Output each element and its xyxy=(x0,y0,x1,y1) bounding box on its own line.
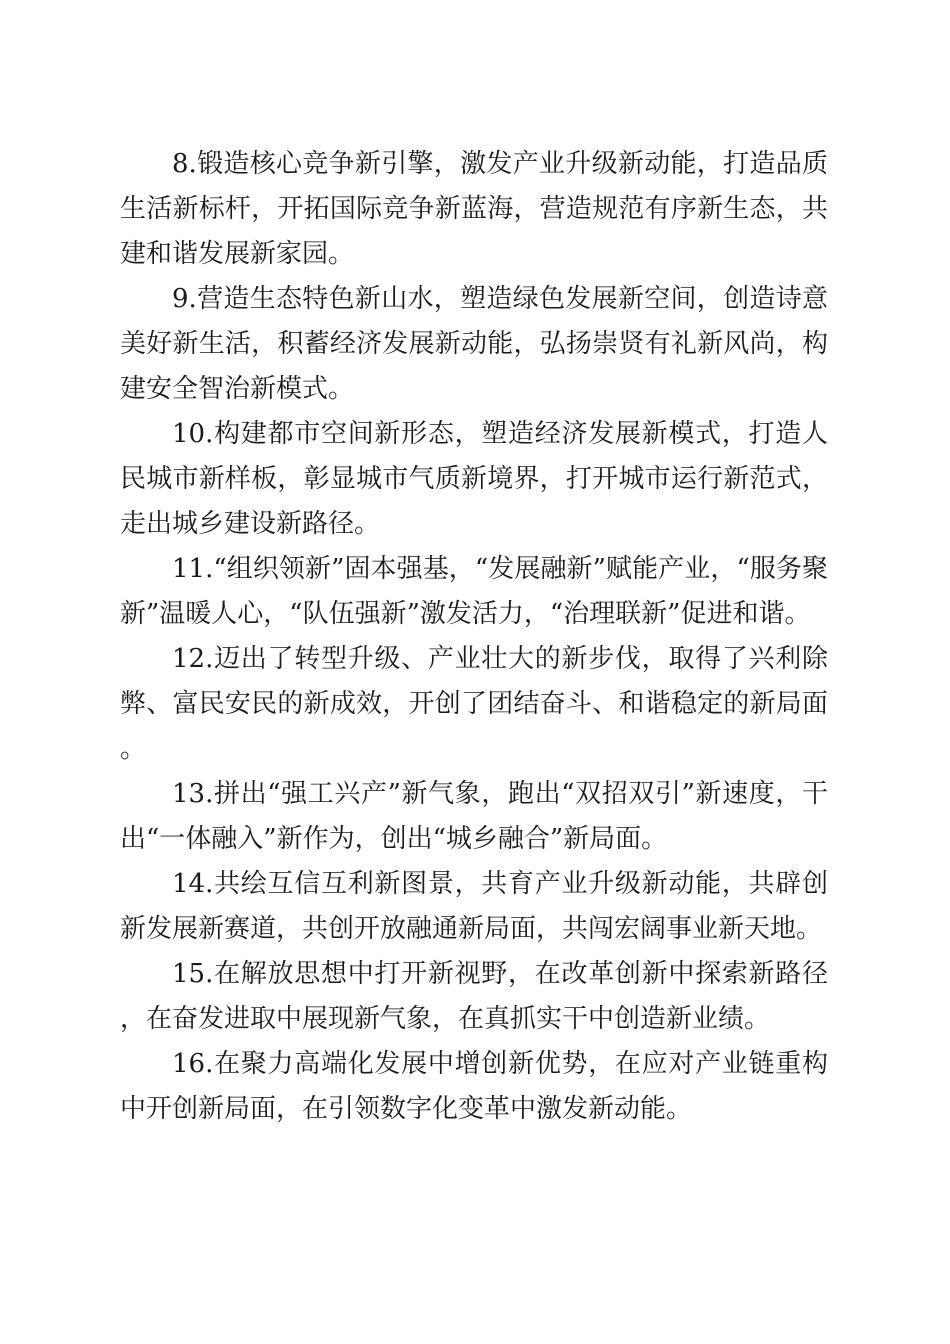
list-item: 14.共绘互信互利新图景，共育产业升级新动能，共辟创新发展新赛道，共创开放融通新局面，共闯宏阔事业新天地。 xyxy=(120,869,828,944)
list-item: 11.“组织领新”固本强基，“发展融新”赋能产业，“服务聚新”温暖人心，“队伍强新”激发活力，“治理联新”促进和谐。 xyxy=(120,554,828,629)
list-item: 8.锻造核心竞争新引擎，激发产业升级新动能，打造品质生活新标杆，开拓国际竞争新蓝海，营造规范有序新生态，共建和谐发展新家园。 xyxy=(120,149,828,269)
list-item: 13.拼出“强工兴产”新气象，跑出“双招双引”新速度，干出“一体融入”新作为，创出“城乡融合”新局面。 xyxy=(120,779,828,854)
list-item: 15.在解放思想中打开新视野，在改革创新中探索新路径，在奋发进取中展现新气象，在真抓实干中创造新业绩。 xyxy=(120,959,828,1034)
list-item: 12.迈出了转型升级、产业壮大的新步伐，取得了兴利除弊、富民安民的新成效，开创了团结奋斗、和谐稳定的新局面。 xyxy=(120,644,828,764)
list-item: 16.在聚力高端化发展中增创新优势，在应对产业链重构中开创新局面，在引领数字化变革中激发新动能。 xyxy=(120,1049,828,1124)
list-item: 9.营造生态特色新山水，塑造绿色发展新空间，创造诗意美好新生活，积蓄经济发展新动能，弘扬崇贤有礼新风尚，构建安全智治新模式。 xyxy=(120,284,828,404)
document-body xyxy=(120,142,828,1132)
list-item: 10.构建都市空间新形态，塑造经济发展新模式，打造人民城市新样板，彰显城市气质新境界，打开城市运行新范式，走出城乡建设新路径。 xyxy=(120,419,828,539)
